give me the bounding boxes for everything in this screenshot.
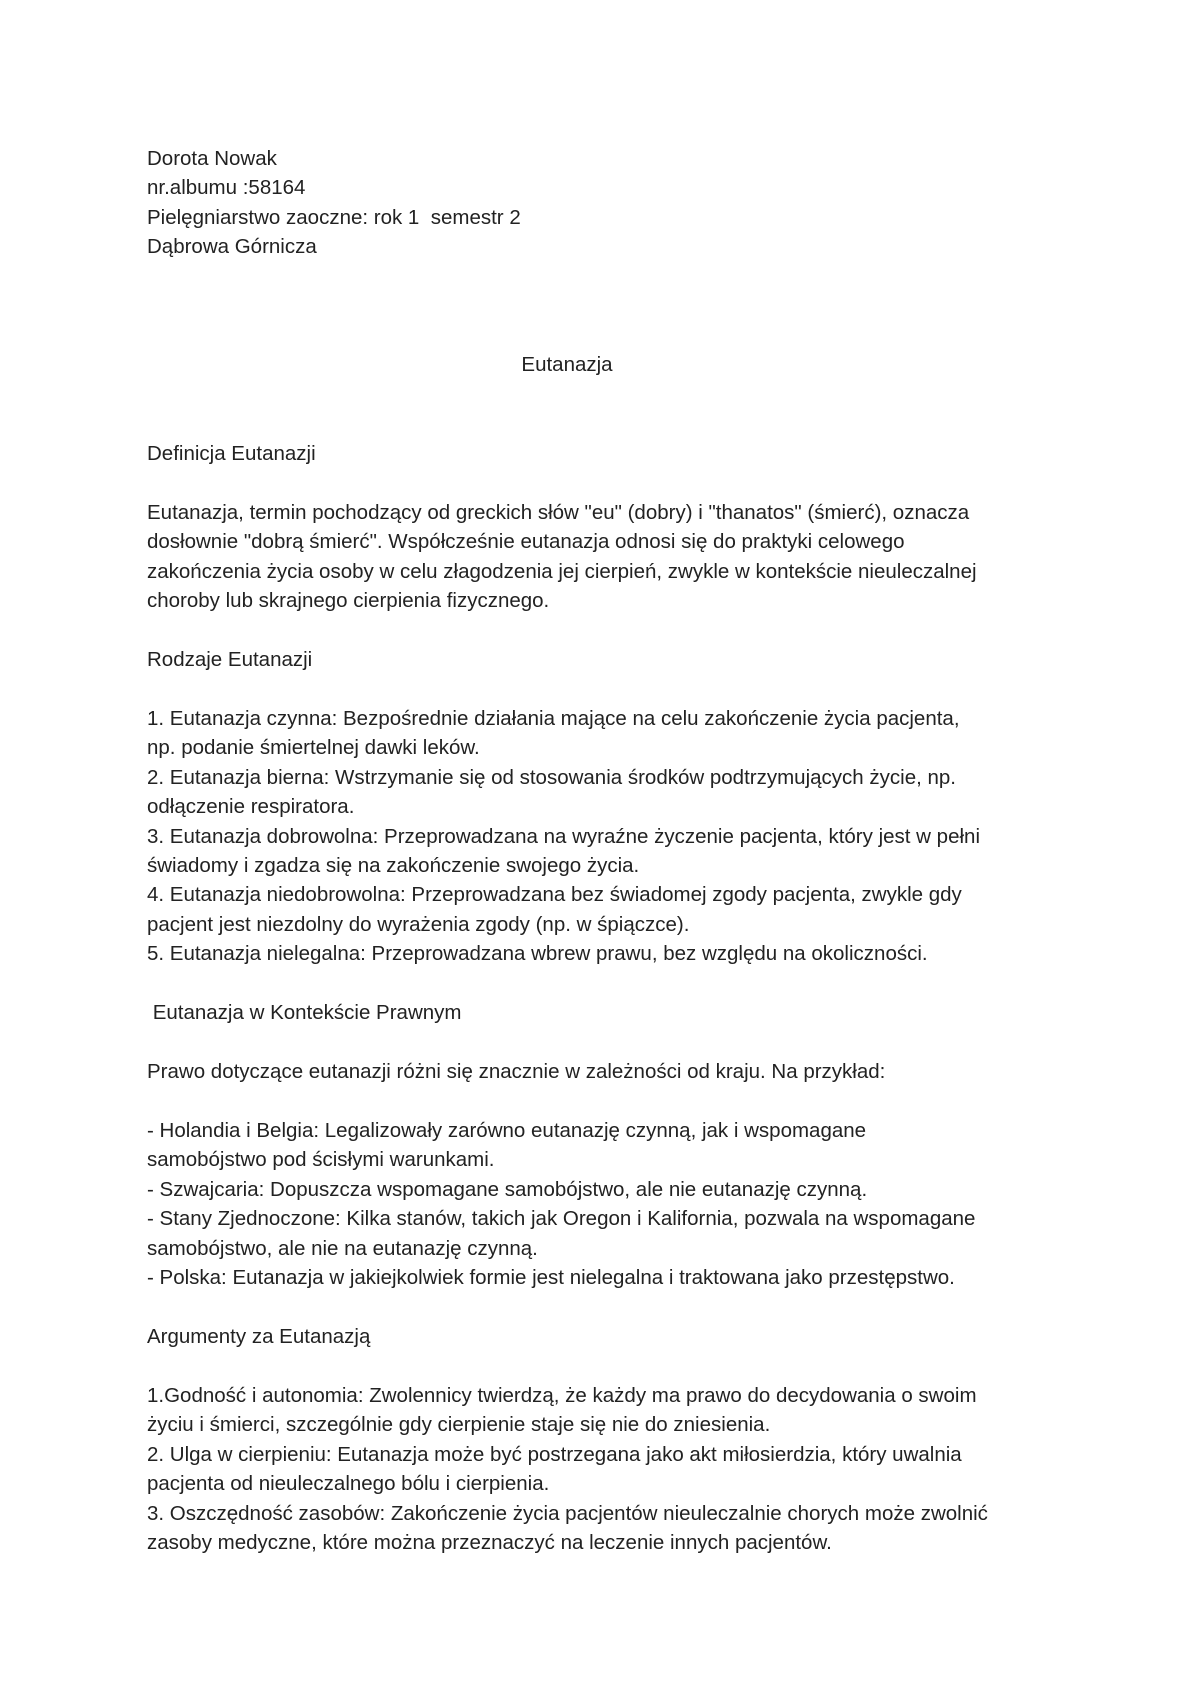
paragraph-line: Eutanazja, termin pochodzący od greckich słów "eu" (dobry) i "thanatos" (śmierć), oznacza (147, 501, 970, 524)
types-list (147, 704, 980, 969)
list-line: odłączenie respiratora. (147, 795, 355, 819)
list-line: 2. Ulga w cierpieniu: Eutanazja może być postrzegana jako akt miłosierdzia, który uwalnia (147, 1442, 962, 1466)
definition-paragraph (147, 498, 977, 616)
legal-intro (147, 1057, 885, 1086)
section-heading: Rodzaje Eutanazji (147, 648, 313, 671)
section-legal (147, 998, 461, 1027)
section-heading: Definicja Eutanazji (147, 442, 316, 465)
list-line: 3. Eutanazja dobrowolna: Przeprowadzana na wyraźne życzenie pacjenta, który jest w pełni (147, 824, 980, 848)
list-line: świadomy i zgadza się na zakończenie swojego życia. (147, 854, 640, 878)
list-line: 4. Eutanazja niedobrowolna: Przeprowadzana bez świadomej zgody pacjenta, zwykle gdy (147, 883, 962, 907)
document-title: Eutanazja (521, 353, 613, 376)
list-line: pacjent jest niezdolny do wyrażenia zgody (np. w śpiączce). (147, 912, 690, 936)
section-types (147, 645, 312, 674)
list-line: 1.Godność i autonomia: Zwolennicy twierdzą, że każdy ma prawo do decydowania o swoim (147, 1384, 977, 1407)
section-arguments (147, 1322, 370, 1351)
paragraph-line: zakończenia życia osoby w celu złagodzenia jej cierpień, zwykle w kontekście nieuleczalnej (147, 559, 977, 583)
section-heading: Argumenty za Eutanazją (147, 1325, 371, 1348)
list-line: zasoby medyczne, które można przeznaczyć na leczenie innych pacjentów. (147, 1531, 832, 1555)
list-line: - Holandia i Belgia: Legalizowały zarówno eutanazję czynną, jak i wspomagane (147, 1119, 867, 1142)
paragraph-line: Prawo dotyczące eutanazji różni się znacznie w zależności od kraju. Na przykład: (147, 1060, 886, 1083)
legal-list (147, 1116, 975, 1292)
paragraph-line: choroby lub skrajnego cierpienia fizycznego. (147, 589, 550, 613)
list-line: np. podanie śmiertelnej dawki leków. (147, 736, 480, 760)
author-name: Dorota Nowak (147, 147, 277, 170)
city: Dąbrowa Górnicza (147, 235, 317, 259)
list-line: 3. Oszczędność zasobów: Zakończenie życia pacjentów nieuleczalnie chorych może zwolnić (147, 1501, 988, 1525)
section-definition (147, 439, 316, 468)
course-info: Pielęgniarstwo zaoczne: rok 1 semestr 2 (147, 205, 521, 229)
list-line: samobójstwo pod ścisłymi warunkami. (147, 1148, 495, 1172)
list-line: - Stany Zjednoczone: Kilka stanów, takich jak Oregon i Kalifornia, pozwala na wspomagane (147, 1207, 976, 1231)
list-line: - Szwajcaria: Dopuszcza wspomagane samobójstwo, ale nie eutanazję czynną. (147, 1177, 868, 1201)
paragraph-line: dosłownie "dobrą śmierć". Współcześnie eutanazja odnosi się do praktyki celowego (147, 530, 905, 554)
album-number: nr.albumu :58164 (147, 176, 306, 200)
section-heading: Eutanazja w Kontekście Prawnym (147, 1001, 462, 1024)
arguments-list (147, 1381, 988, 1557)
list-line: 1. Eutanazja czynna: Bezpośrednie działania mające na celu zakończenie życia pacjenta, (147, 707, 960, 730)
author-header (147, 144, 521, 262)
list-line: 5. Eutanazja nielegalna: Przeprowadzana wbrew prawu, bez względu na okoliczności. (147, 942, 928, 966)
list-line: 2. Eutanazja bierna: Wstrzymanie się od stosowania środków podtrzymujących życie, np. (147, 765, 956, 789)
list-line: pacjenta od nieuleczalnego bólu i cierpienia. (147, 1472, 550, 1496)
list-line: samobójstwo, ale nie na eutanazję czynną. (147, 1236, 538, 1260)
list-line: życiu i śmierci, szczególnie gdy cierpienie staje się nie do zniesienia. (147, 1413, 771, 1437)
list-line: - Polska: Eutanazja w jakiejkolwiek formie jest nielegalna i traktowana jako przestępstwo. (147, 1266, 955, 1290)
